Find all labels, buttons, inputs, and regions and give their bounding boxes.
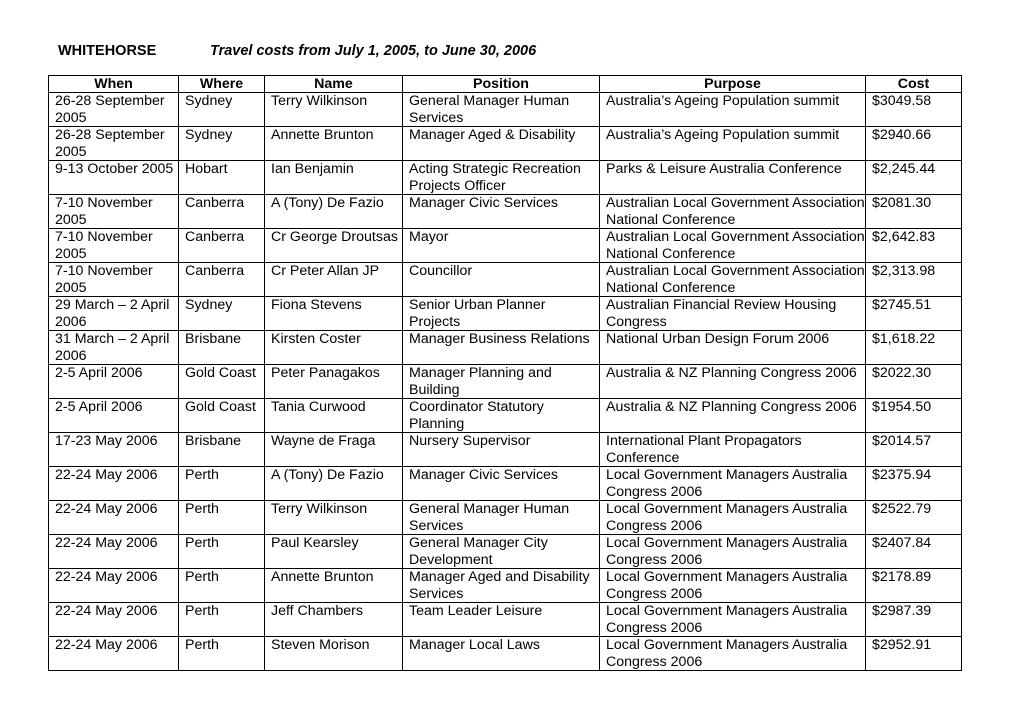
- cell-cost: $2987.39: [866, 603, 962, 637]
- table-row: [49, 467, 962, 501]
- cell-name: Kirsten Coster: [265, 331, 403, 365]
- cell-when: 26-28 September 2005: [49, 127, 179, 161]
- cell-name: Cr Peter Allan JP: [265, 263, 403, 297]
- cell-position: Nursery Supervisor: [403, 433, 600, 467]
- cell-position: Manager Planning and Building: [403, 365, 600, 399]
- table-row: [49, 93, 962, 127]
- travel-costs-table: [48, 75, 962, 671]
- cell-name: Peter Panagakos: [265, 365, 403, 399]
- table-row: [49, 263, 962, 297]
- cell-purpose: National Urban Design Forum 2006: [600, 331, 866, 365]
- cell-when: 7-10 November 2005: [49, 263, 179, 297]
- cell-purpose: Local Government Managers Australia Congress 2006: [600, 569, 866, 603]
- table-row: [49, 331, 962, 365]
- cell-position: Manager Business Relations: [403, 331, 600, 365]
- table-row: [49, 399, 962, 433]
- cell-when: 29 March – 2 April 2006: [49, 297, 179, 331]
- cell-where: Perth: [179, 569, 265, 603]
- cell-position: General Manager Human Services: [403, 501, 600, 535]
- cell-where: Perth: [179, 637, 265, 671]
- cell-where: Sydney: [179, 127, 265, 161]
- cell-where: Canberra: [179, 263, 265, 297]
- table-row: [49, 603, 962, 637]
- table-row: [49, 161, 962, 195]
- cell-cost: $2,313.98: [866, 263, 962, 297]
- cell-position: Manager Civic Services: [403, 467, 600, 501]
- cell-where: Perth: [179, 501, 265, 535]
- column-header-when: When: [49, 76, 179, 93]
- cell-when: 31 March – 2 April 2006: [49, 331, 179, 365]
- cell-cost: $3049.58: [866, 93, 962, 127]
- cell-where: Perth: [179, 603, 265, 637]
- cell-when: 22-24 May 2006: [49, 603, 179, 637]
- cell-position: General Manager Human Services: [403, 93, 600, 127]
- cell-position: Manager Aged & Disability: [403, 127, 600, 161]
- cell-position: Manager Aged and Disability Services: [403, 569, 600, 603]
- cell-when: 17-23 May 2006: [49, 433, 179, 467]
- cell-name: Cr George Droutsas: [265, 229, 403, 263]
- cell-position: Councillor: [403, 263, 600, 297]
- cell-name: Terry Wilkinson: [265, 501, 403, 535]
- cell-when: 22-24 May 2006: [49, 467, 179, 501]
- cell-when: 7-10 November 2005: [49, 195, 179, 229]
- cell-name: Tania Curwood: [265, 399, 403, 433]
- cell-name: Annette Brunton: [265, 127, 403, 161]
- table-row: [49, 569, 962, 603]
- cell-position: General Manager City Development: [403, 535, 600, 569]
- cell-where: Brisbane: [179, 331, 265, 365]
- cell-purpose: Local Government Managers Australia Congress 2006: [600, 501, 866, 535]
- cell-purpose: Australian Local Government Association National Conference: [600, 263, 866, 297]
- table-header-row: [49, 76, 962, 93]
- cell-where: Gold Coast: [179, 365, 265, 399]
- cell-where: Hobart: [179, 161, 265, 195]
- cell-purpose: Local Government Managers Australia Congress 2006: [600, 603, 866, 637]
- cell-purpose: Local Government Managers Australia Congress 2006: [600, 535, 866, 569]
- cell-purpose: Australian Local Government Association National Conference: [600, 195, 866, 229]
- table-row: [49, 297, 962, 331]
- cell-position: Mayor: [403, 229, 600, 263]
- document-heading: [58, 43, 536, 59]
- cell-when: 7-10 November 2005: [49, 229, 179, 263]
- cell-cost: $1,618.22: [866, 331, 962, 365]
- cell-purpose: Parks & Leisure Australia Conference: [600, 161, 866, 195]
- cell-purpose: Australian Local Government Association National Conference: [600, 229, 866, 263]
- cell-position: Team Leader Leisure: [403, 603, 600, 637]
- column-header-purpose: Purpose: [600, 76, 866, 93]
- cell-cost: $2522.79: [866, 501, 962, 535]
- cell-cost: $2940.66: [866, 127, 962, 161]
- cell-name: Paul Kearsley: [265, 535, 403, 569]
- cell-position: Acting Strategic Recreation Projects Officer: [403, 161, 600, 195]
- cell-when: 2-5 April 2006: [49, 399, 179, 433]
- cell-when: 22-24 May 2006: [49, 569, 179, 603]
- cell-cost: $2952.91: [866, 637, 962, 671]
- table-row: [49, 535, 962, 569]
- cell-where: Sydney: [179, 93, 265, 127]
- cell-cost: $2,245.44: [866, 161, 962, 195]
- cell-cost: $2022.30: [866, 365, 962, 399]
- cell-cost: $2081.30: [866, 195, 962, 229]
- cell-name: Wayne de Fraga: [265, 433, 403, 467]
- cell-cost: $2178.89: [866, 569, 962, 603]
- cell-name: Jeff Chambers: [265, 603, 403, 637]
- cell-purpose: Australia & NZ Planning Congress 2006: [600, 399, 866, 433]
- cell-purpose: Australian Financial Review Housing Congress: [600, 297, 866, 331]
- table-row: [49, 433, 962, 467]
- cell-purpose: International Plant Propagators Conference: [600, 433, 866, 467]
- cell-when: 22-24 May 2006: [49, 535, 179, 569]
- cell-name: Ian Benjamin: [265, 161, 403, 195]
- table-row: [49, 365, 962, 399]
- cell-position: Coordinator Statutory Planning: [403, 399, 600, 433]
- cell-name: Steven Morison: [265, 637, 403, 671]
- column-header-cost: Cost: [866, 76, 962, 93]
- cell-cost: $1954.50: [866, 399, 962, 433]
- cell-name: Terry Wilkinson: [265, 93, 403, 127]
- cell-name: Annette Brunton: [265, 569, 403, 603]
- cell-position: Manager Civic Services: [403, 195, 600, 229]
- cell-where: Canberra: [179, 195, 265, 229]
- column-header-name: Name: [265, 76, 403, 93]
- column-header-where: Where: [179, 76, 265, 93]
- cell-where: Canberra: [179, 229, 265, 263]
- cell-purpose: Australia’s Ageing Population summit: [600, 93, 866, 127]
- table-row: [49, 127, 962, 161]
- cell-when: 22-24 May 2006: [49, 501, 179, 535]
- cell-when: 22-24 May 2006: [49, 637, 179, 671]
- cell-purpose: Australia’s Ageing Population summit: [600, 127, 866, 161]
- table-row: [49, 637, 962, 671]
- cell-cost: $2407.84: [866, 535, 962, 569]
- cell-name: A (Tony) De Fazio: [265, 195, 403, 229]
- cell-where: Sydney: [179, 297, 265, 331]
- organisation-name: WHITEHORSE: [58, 43, 157, 59]
- document-title: Travel costs from July 1, 2005, to June 30, 2006: [210, 43, 537, 59]
- cell-purpose: Local Government Managers Australia Congress 2006: [600, 637, 866, 671]
- cell-where: Perth: [179, 467, 265, 501]
- cell-purpose: Local Government Managers Australia Congress 2006: [600, 467, 866, 501]
- cell-name: A (Tony) De Fazio: [265, 467, 403, 501]
- cell-name: Fiona Stevens: [265, 297, 403, 331]
- cell-purpose: Australia & NZ Planning Congress 2006: [600, 365, 866, 399]
- cell-cost: $2014.57: [866, 433, 962, 467]
- cell-position: Senior Urban Planner Projects: [403, 297, 600, 331]
- table-row: [49, 501, 962, 535]
- cell-where: Brisbane: [179, 433, 265, 467]
- cell-cost: $2745.51: [866, 297, 962, 331]
- cell-position: Manager Local Laws: [403, 637, 600, 671]
- column-header-position: Position: [403, 76, 600, 93]
- cell-where: Perth: [179, 535, 265, 569]
- table-row: [49, 195, 962, 229]
- cell-cost: $2375.94: [866, 467, 962, 501]
- cell-when: 2-5 April 2006: [49, 365, 179, 399]
- cell-when: 26-28 September 2005: [49, 93, 179, 127]
- table-row: [49, 229, 962, 263]
- cell-where: Gold Coast: [179, 399, 265, 433]
- cell-when: 9-13 October 2005: [49, 161, 179, 195]
- cell-cost: $2,642.83: [866, 229, 962, 263]
